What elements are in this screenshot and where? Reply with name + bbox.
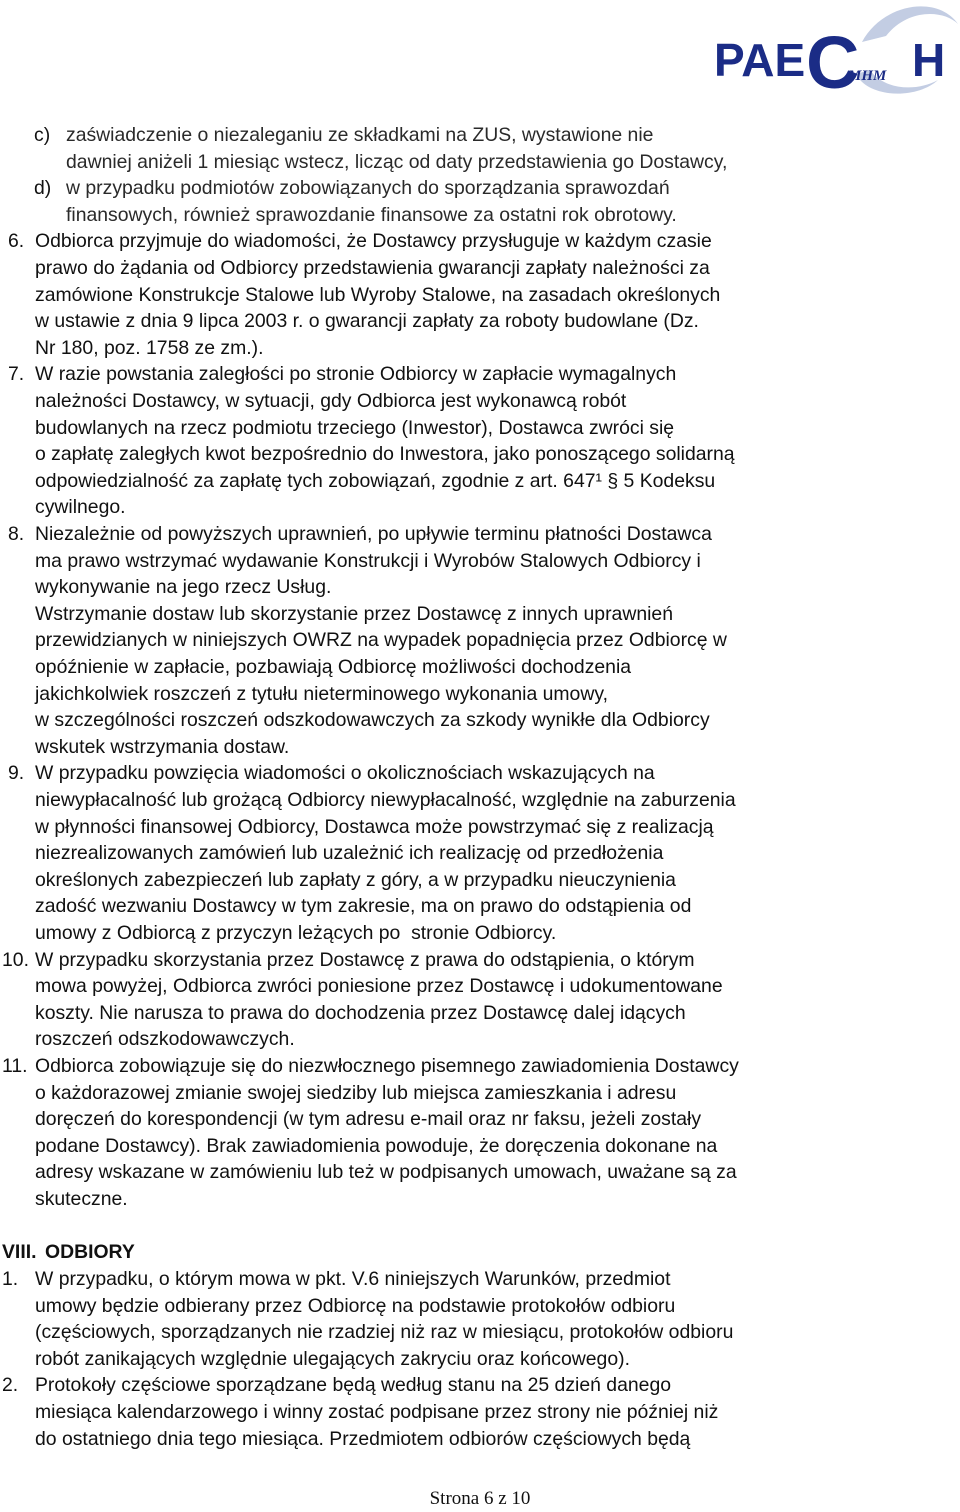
item-text-line: dawniej aniżeli 1 miesiąc wstecz, licząc od daty przedstawienia go Dostawcy,	[66, 150, 728, 173]
item-text-line: miesiąca kalendarzowego i winny zostać podpisane przez strony nie później niż	[35, 1401, 719, 1423]
item-text-line: umowy z Odbiorcą z przyczyn leżących po stronie Odbiorcy.	[35, 922, 557, 944]
logo-mhm-text: MHM	[848, 68, 887, 84]
item-text-line: o każdorazowej zmianie swojej siedziby lub miejsca zamieszkania i adresu	[35, 1081, 677, 1104]
company-logo	[712, 0, 960, 100]
item-number: 8.	[8, 523, 25, 545]
item-text-line: Wstrzymanie dostaw lub skorzystanie przez Dostawcę z innych uprawnień	[35, 602, 673, 625]
item-text-line: doręczeń do korespondencji (w tym adresu e-mail oraz nr faksu, jeżeli zostały	[35, 1108, 702, 1131]
item-text-line: do ostatniego dnia tego miesiąca. Przedmiotem odbiorów częściowych będą	[35, 1427, 691, 1450]
item-number: d)	[34, 177, 52, 200]
item-text-line: w ustawie z dnia 9 lipca 2003 r. o gwarancji zapłaty za roboty budowlane (Dz.	[35, 310, 699, 333]
item-text-line: jakichkolwiek roszczeń z tytułu nieterminowego wykonania umowy,	[35, 682, 608, 705]
item-text-line: Odbiorca zobowiązuje się do niezwłocznego pisemnego zawiadomienia Dostawcy	[35, 1055, 739, 1077]
item-text-line: W przypadku, o którym mowa w pkt. V.6 niniejszych Warunków, przedmiot	[35, 1268, 671, 1290]
item-text-line: cywilnego.	[35, 496, 126, 519]
item-text-line: mowa powyżej, Odbiorca zwróci poniesione przez Dostawcę i udokumentowane	[35, 975, 723, 998]
item-text-line: W przypadku skorzystania przez Dostawcę z prawa do odstąpienia, o którym	[35, 948, 695, 971]
item-number: 9.	[8, 762, 25, 785]
section-title: ODBIORY	[45, 1241, 135, 1263]
page-number-footer: Strona 6 z 10	[429, 1488, 531, 1509]
logo-h-text: H	[912, 34, 946, 86]
item-number: 7.	[8, 363, 25, 386]
item-text-line: w przypadku podmiotów zobowiązanych do sporządzania sprawozdań	[66, 177, 670, 200]
item-text-line: należności Dostawcy, w sytuacji, gdy Odbiorca jest wykonawcą robót	[35, 390, 627, 412]
item-text-line: wskutek wstrzymania dostaw.	[35, 735, 290, 758]
item-number: 6.	[8, 230, 25, 253]
item-text-line: W razie powstania zaległości po stronie Odbiorcy w zapłacie wymagalnych	[35, 363, 677, 386]
item-text-line: niewypłacalność lub grożącą Odbiorcy niewypłacalność, względnie na zaburzenia	[35, 789, 736, 811]
section-number: VIII.	[2, 1241, 37, 1263]
item-text-line: opóźnienie w zapłacie, pozbawiają Odbiorcę możliwości dochodzenia	[35, 656, 632, 678]
item-text-line: budowlanych na rzecz podmiotu trzeciego (Inwestor), Dostawca zwróci się	[35, 416, 675, 439]
item-text-line: zadość wezwaniu Dostawcy w tym zakresie, ma on prawo do odstąpienia od	[35, 895, 692, 918]
item-text-line: podane Dostawcy). Brak zawiadomienia powoduje, że doręczenia dokonane na	[35, 1134, 718, 1157]
item-text-line: ma prawo wstrzymać wydawanie Konstrukcji i Wyrobów Stalowych Odbiorcy i	[35, 549, 701, 572]
item-text-line: robót zanikających względnie ulegających zakryciu oraz końcowego).	[35, 1347, 630, 1370]
item-text-line: umowy będzie odbierany przez Odbiorcę na podstawie protokołów odbioru	[35, 1294, 676, 1317]
paech-logo-graphic	[712, 0, 960, 100]
item-text-line: (częściowych, sporządzanych nie rzadziej niż raz w miesiącu, protokołów odbioru	[35, 1321, 734, 1344]
item-text-line: przewidzianych w niniejszych OWRZ na wypadek popadnięcia przez Odbiorcę w	[35, 629, 727, 652]
item-text-line: adresy wskazane w zamówieniu lub też w podpisanych umowach, uważane są za	[35, 1161, 737, 1184]
item-text-line: W przypadku powzięcia wiadomości o okolicznościach wskazujących na	[35, 762, 655, 785]
item-text-line: finansowych, również sprawozdanie finansowe za ostatni rok obrotowy.	[66, 203, 677, 226]
item-number: 2.	[2, 1374, 19, 1397]
item-text-line: określonych zabezpieczeń lub zapłaty z góry, a w przypadku nieuczynienia	[35, 868, 676, 891]
item-text-line: w szczególności roszczeń odszkodowawczych za szkody wynikłe dla Odbiorcy	[35, 709, 710, 732]
item-number: 1.	[2, 1268, 19, 1290]
item-text-line: skuteczne.	[35, 1188, 128, 1210]
item-text-line: koszty. Nie narusza to prawa do dochodzenia przez Dostawcę dalej idących	[35, 1001, 686, 1024]
item-text-line: Nr 180, poz. 1758 ze zm.).	[35, 336, 264, 359]
item-text-line: o zapłatę zaległych kwot bezpośrednio do Inwestora, jako ponoszącego solidarną	[35, 443, 735, 466]
item-number: 11.	[2, 1055, 28, 1077]
item-text-line: wykonywanie na jego rzecz Usług.	[35, 576, 332, 599]
item-text-line: Odbiorca przyjmuje do wiadomości, że Dostawcy przysługuje w każdym czasie	[35, 230, 712, 253]
item-text-line: Protokoły częściowe sporządzane będą według stanu na 25 dzień danego	[35, 1374, 672, 1397]
item-text-line: prawo do żądania od Odbiorcy przedstawienia gwarancji zapłaty należności za	[35, 257, 710, 279]
item-text-line: Niezależnie od powyższych uprawnień, po upływie terminu płatności Dostawca	[35, 523, 712, 545]
item-text-line: zaświadczenie o niezaleganiu ze składkami na ZUS, wystawione nie	[66, 124, 654, 146]
item-text-line: w płynności finansowej Odbiorcy, Dostawca może powstrzymać się z realizacją	[35, 815, 714, 838]
item-number: 10.	[2, 948, 29, 971]
logo-paec-text: PAE	[714, 34, 806, 86]
item-number: c)	[34, 124, 51, 146]
item-text-line: odpowiedzialność za zapłatę tych zobowiązań, zgodnie z art. 647¹ § 5 Kodeksu	[35, 469, 716, 492]
item-text-line: niezrealizowanych zamówień lub uzależnić ich realizację od przedłożenia	[35, 842, 664, 865]
logo-c-text: C	[806, 21, 860, 100]
item-text-line: roszczeń odszkodowawczych.	[35, 1028, 295, 1051]
item-text-line: zamówione Konstrukcje Stalowe lub Wyroby Stalowe, na zasadach określonych	[35, 283, 721, 306]
